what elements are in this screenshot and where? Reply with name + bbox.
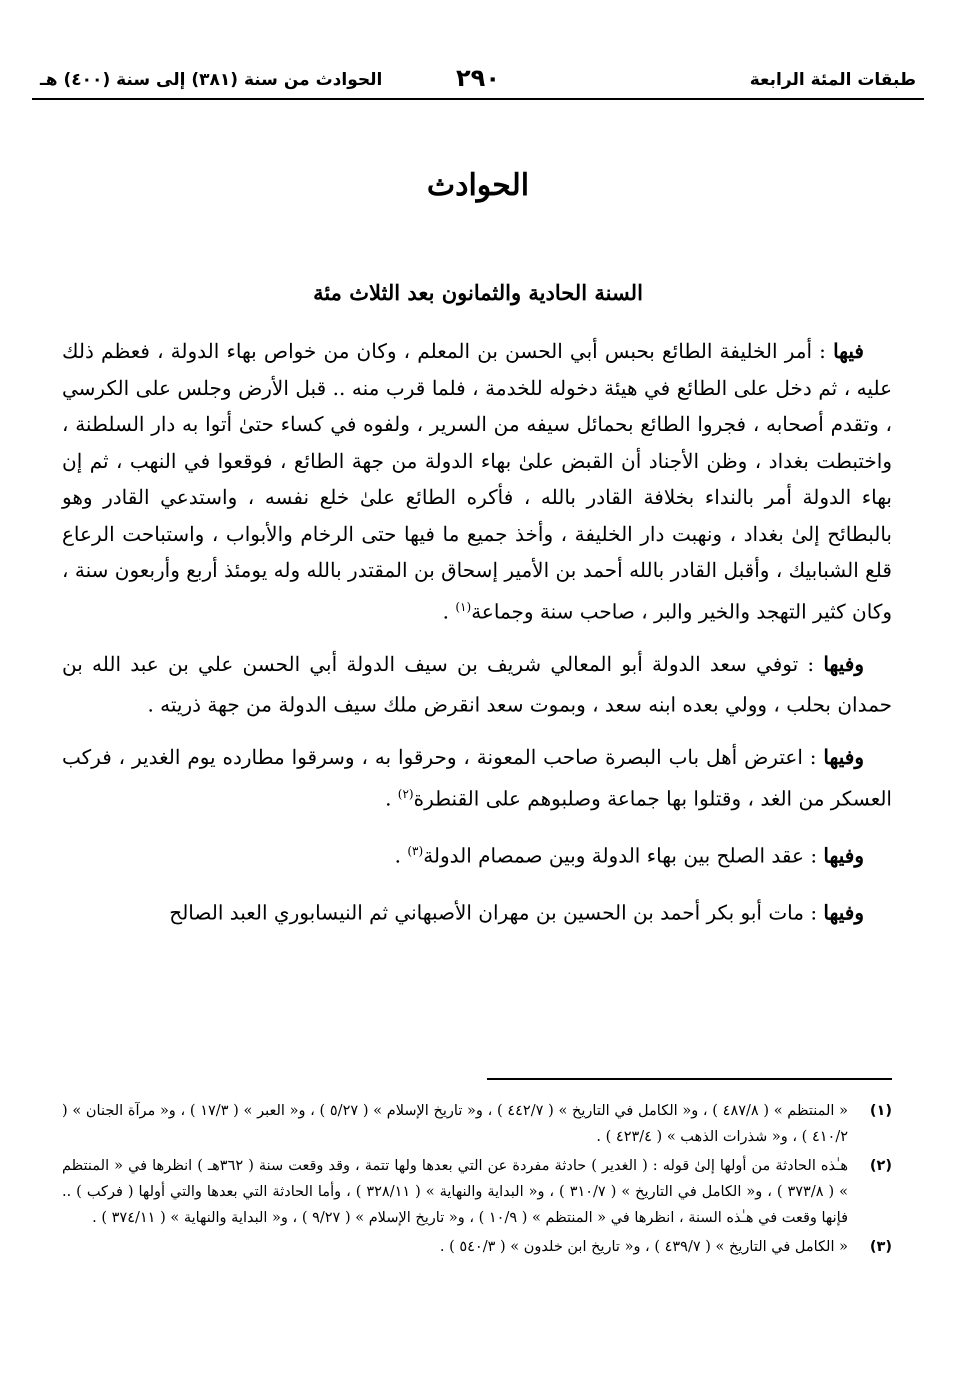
paragraph [62, 646, 892, 724]
paragraph-tail: . [394, 843, 408, 868]
footnote [62, 1098, 892, 1150]
body-text [62, 333, 892, 947]
header-book-title: طبقات المئة الرابعة [749, 70, 916, 90]
paragraph-lead: وفيها [823, 651, 864, 676]
chapter-title: الحوادث [426, 168, 530, 203]
paragraph [62, 890, 892, 931]
paragraph-tail: . [385, 786, 398, 811]
footnote-separator [487, 1078, 892, 1080]
footnote [62, 1234, 892, 1260]
paragraph [62, 333, 892, 630]
footnote-ref[interactable]: (١) [455, 599, 472, 614]
footnotes [62, 1098, 892, 1263]
paragraph-lead: وفيها [823, 843, 864, 868]
paragraph-text: : مات أبو بكر أحمد بن الحسين بن مهران الأصبهاني ثم النيسابوري العبد الصالح [169, 900, 824, 925]
paragraph-lead: فيها [833, 339, 864, 363]
footnote-number: (٢) [869, 1158, 892, 1174]
header-section-range: الحوادث من سنة (٣٨١) إلى سنة (٤٠٠) هـ [40, 70, 383, 90]
paragraph-text: : أمر الخليفة الطائع بحبس أبي الحسن بن المعلم ، وكان من خواص بهاء الدولة ، فعظم ذلك عليه ، ثم دخل على الطائع في هيئة دخوله للخدمة ، فلما قرب منه .. قبل الأرض وجلس على الكرسي ، وتقدم أصحابه ، فجروا الطائع بحمائل سيفه من السرير ، ولفوه في كساء حتىٰ أتوا به دار السلطنة ، واختبطت بغداد ، وظن الأجناد أن القبض علىٰ بهاء الدولة من جهة الطائع ، فوقعوا في النهب ، ثم إن بهاء الدولة أمر بالنداء بخلافة القادر بالله ، فأكره الطائع علىٰ خلع نفسه ، واستدعي القادر وهو بالبطائح إلىٰ بغداد ، ونهبت دار الخليفة ، وأخذ جميع ما فيها حتى الرخام والأبواب ، واستباحت الرعاع قلع الشبابيك ، وأقبل القادر بالله أحمد بن الأمير إسحاق بن المقتدر بالله وله يومئذ أربع وأربعون سنة ، وكان كثير التهجد والخير والبر ، صاحب سنة وجماعة [62, 339, 892, 624]
footnote-ref[interactable]: (٣) [407, 843, 424, 858]
footnote-number: (١) [869, 1103, 892, 1119]
footnote-ref[interactable]: (٢) [397, 786, 414, 801]
footnote-text: « الكامل في التاريخ » ( ٤٣٩/٧ ) ، و« تاريخ ابن خلدون » ( ٥٤٠/٣ ) . [439, 1239, 848, 1255]
footnote-text: « المنتظم » ( ٤٨٧/٨ ) ، و« الكامل في التاريخ » ( ٤٤٢/٧ ) ، و« تاريخ الإسلام » ( ٥/٢٧ ) ، و« العبر » ( ١٧/٣ ) ، و« مرآة الجنان » ( ٤١٠/٢ ) ، و« شذرات الذهب » ( ٤٢٣/٤ ) . [62, 1103, 848, 1145]
footnote-number: (٣) [869, 1239, 892, 1255]
paragraph [62, 833, 892, 874]
footnote-text: هـٰذه الحادثة من أولها إلىٰ قوله : ( الغدير ) حادثة مفردة عن التي بعدها ولها تتمة ، وقد وقعت سنة ( ٣٦٢هـ ) انظرها في « المنتظم » ( ٣٧٣/٨ ) ، و« الكامل في التاريخ » ( ٣١٠/٧ ) ، و« البداية والنهاية » ( ٣٢٨/١١ ) ، وأما الحادثة التي بعدها والتي أولها ( فركب ) .. فإنها وقعت في هـٰذه السنة ، انظرها في « المنتظم » ( ١٠/٩ ) ، و« تاريخ الإسلام » ( ٩/٢٧ ) ، و« البداية والنهاية » ( ٣٧٤/١١ ) . [62, 1158, 848, 1226]
footnote [62, 1153, 892, 1231]
paragraph-lead: وفيها [823, 900, 864, 925]
running-header [32, 60, 924, 100]
paragraph-text: : اعترض أهل باب البصرة صاحب المعونة ، وحرقوا به ، وسرقوا مطارده يوم الغدير ، فركب العسكر من الغد ، وقتلوا بها جماعة وصلبوهم على القنطرة [62, 745, 892, 811]
header-rule [32, 98, 924, 100]
paragraph-lead: وفيها [823, 745, 864, 770]
paragraph-text: : توفي سعد الدولة أبو المعالي شريف بن سيف الدولة أبي الحسن علي بن عبد الله بن حمدان بحلب ، وولي بعده ابنه سعد ، وبموت سعد انقرض ملك سيف الدولة من جهة ذريته . [62, 651, 892, 717]
paragraph-tail: . [442, 599, 456, 624]
page-number: ٢٩٠ [456, 64, 500, 92]
paragraph [62, 739, 892, 817]
section-title: السنة الحادية والثمانون بعد الثلاث مئة [313, 280, 643, 305]
paragraph-text: : عقد الصلح بين بهاء الدولة وبين صمصام الدولة [423, 843, 824, 868]
